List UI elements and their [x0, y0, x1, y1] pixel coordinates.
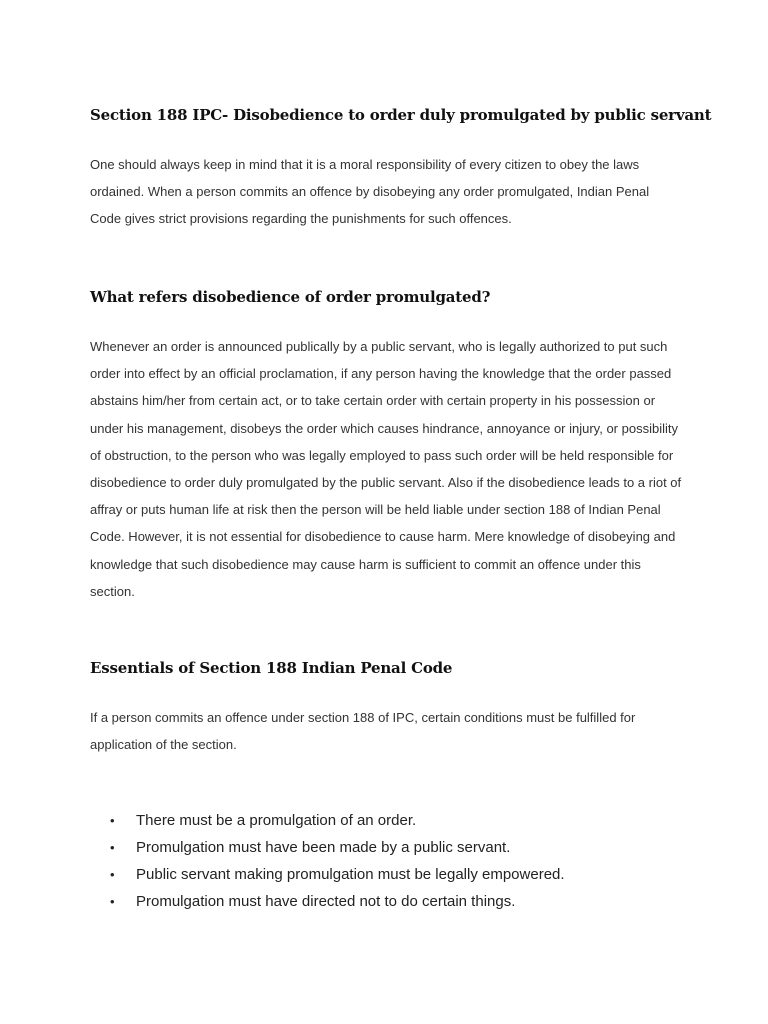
- section-paragraph-1: One should always keep in mind that it is a moral responsibility of every citizen to obey the laws ordained. When a person commits an offence by disobeying any order promulgated, Indian Penal Code gives strict provisions regarding the punishments for such offences.: [90, 157, 650, 227]
- list-item-text: There must be a promulgation of an order.: [136, 812, 417, 829]
- list-item-text: Promulgation must have directed not to do certain things.: [136, 893, 516, 910]
- list-item-text: Promulgation must have been made by a public servant.: [136, 839, 511, 856]
- list-item: [90, 834, 690, 861]
- section-heading-3: Essentials of Section 188 Indian Penal Code: [90, 659, 453, 677]
- bullet-marker: •: [110, 894, 115, 909]
- bullet-marker: •: [110, 867, 115, 882]
- bullet-marker: •: [110, 840, 115, 855]
- bullet-marker: •: [110, 813, 115, 828]
- section-paragraph-3: If a person commits an offence under section 188 of IPC, certain conditions must be fulfilled for application of the section.: [90, 710, 636, 753]
- list-item-text: Public servant making promulgation must be legally empowered.: [136, 866, 565, 883]
- section-heading-1: Section 188 IPC- Disobedience to order duly promulgated by public servant: [90, 106, 712, 124]
- list-item: [90, 807, 690, 834]
- list-item: [90, 888, 690, 915]
- list-item: [90, 861, 690, 888]
- section-heading-2: What refers disobedience of order promulgated?: [90, 288, 491, 306]
- section-paragraph-2: Whenever an order is announced publically by a public servant, who is legally authorized to put such order into effect by an official proclamation, if any person having the knowledge that the order passed abstains him/her from certain act, or to take certain order with certain property in his possession or under his management, disobeys the order which causes hindrance, annoyance or injury, or possibility of obstruction, to the person who was legally employed to pass such order will be held responsible for disobedience to order duly promulgated by the public servant. Also if the disobedience leads to a riot of affray or puts human life at risk then the person will be held liable under section 188 of Indian Penal Code. However, it is not essential for disobedience to cause harm. Mere knowledge of disobeying and knowledge that such disobedience may cause harm is sufficient to commit an offence under this section.: [90, 339, 682, 599]
- essentials-list: [90, 807, 690, 915]
